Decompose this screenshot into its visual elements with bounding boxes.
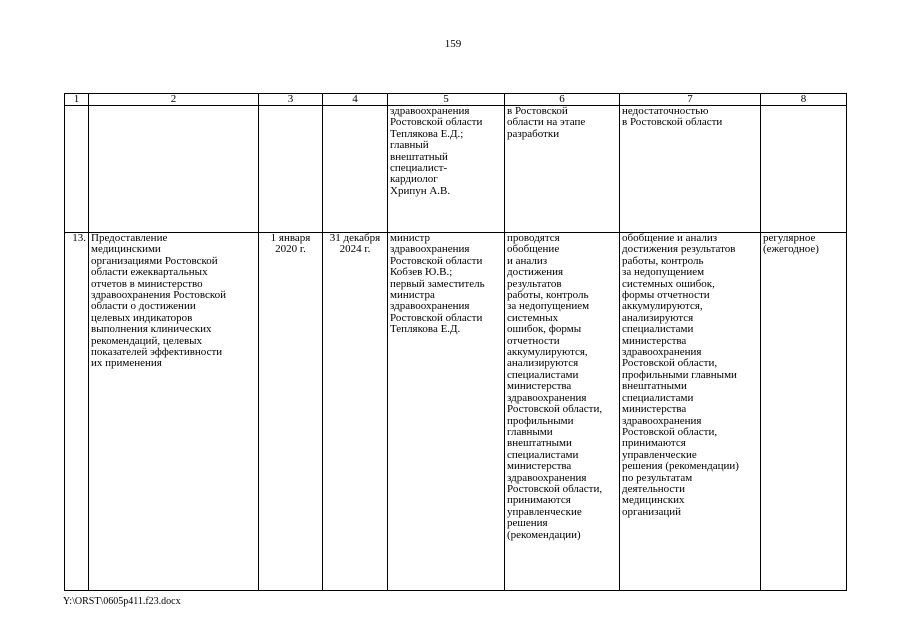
outcome-text: обобщение и анализ достижения результатов работы, контроль за недопущением системных ошибок, формы отчетности аккумулируются, анализируются специалистами министерства здравоохранения Ростовской области, профильными главными внештатными специалистами министерства здравоохранения Ростовской области, принимаются управленческие решения (рекомендации) по результатам деятельности медицинских организаций	[622, 232, 739, 518]
start-date: 1 января 2020 г.	[270, 232, 311, 256]
row-number: 13.	[72, 232, 86, 244]
row-number-cell	[65, 233, 89, 591]
frequency-cell	[761, 233, 847, 591]
responsible-text: министр здравоохранения Ростовской области Кобзев Ю.В.; первый заместитель министра здравоохранения Ростовской области Теплякова Е.Д.	[390, 232, 485, 336]
column-header-7: 7	[620, 94, 761, 106]
outcome-cell	[620, 233, 761, 591]
event-cell	[89, 233, 259, 591]
responsible-cell	[388, 106, 505, 233]
table-row	[65, 106, 847, 233]
result-cell	[505, 233, 620, 591]
column-header-5: 5	[388, 94, 505, 106]
column-header-2: 2	[89, 94, 259, 106]
end-date-cell	[323, 233, 388, 591]
footer-file-path: Y:\ORST\0605p411.f23.docx	[63, 596, 181, 607]
plan-table	[64, 93, 847, 591]
table-header-row	[65, 94, 847, 106]
column-header-6: 6	[505, 94, 620, 106]
result-text: в Ростовской области на этапе разработки	[507, 105, 586, 140]
end-date-cell	[323, 106, 388, 233]
event-text: Предоставление медицинскими организациями Ростовской области ежеквартальных отчетов в министерство здравоохранения Ростовской области о достижении целевых индикаторов выполнения клинических рекомендаций, целевых показателей эффективности их применения	[91, 232, 227, 370]
frequency-cell	[761, 106, 847, 233]
column-header-3: 3	[259, 94, 323, 106]
row-number-cell	[65, 106, 89, 233]
result-cell	[505, 106, 620, 233]
column-header-4: 4	[323, 94, 388, 106]
end-date: 31 декабря 2024 г.	[329, 232, 381, 256]
responsible-text: здравоохранения Ростовской области Теплякова Е.Д.; главный внештатный специалист- кардиолог Хрипун А.В.	[390, 105, 483, 197]
page-number: 159	[444, 38, 462, 50]
start-date-cell	[259, 106, 323, 233]
column-header-1: 1	[65, 94, 89, 106]
table-row	[65, 233, 847, 591]
responsible-cell	[388, 233, 505, 591]
outcome-cell	[620, 106, 761, 233]
event-cell	[89, 106, 259, 233]
outcome-text: недостаточностью в Ростовской области	[622, 105, 723, 129]
result-text: проводятся обобщение и анализ достижения результатов работы, контроль за недопущением системных ошибок, формы отчетности аккумулируются, анализируются специалистами министерства здравоохранения Ростовской области, профильными главными внештатными специалистами министерства здравоохранения Ростовской области, принимаются управленческие решения (рекомендации)	[507, 232, 603, 541]
column-header-8: 8	[761, 94, 847, 106]
start-date-cell	[259, 233, 323, 591]
frequency-text: регулярное (ежегодное)	[763, 232, 819, 256]
